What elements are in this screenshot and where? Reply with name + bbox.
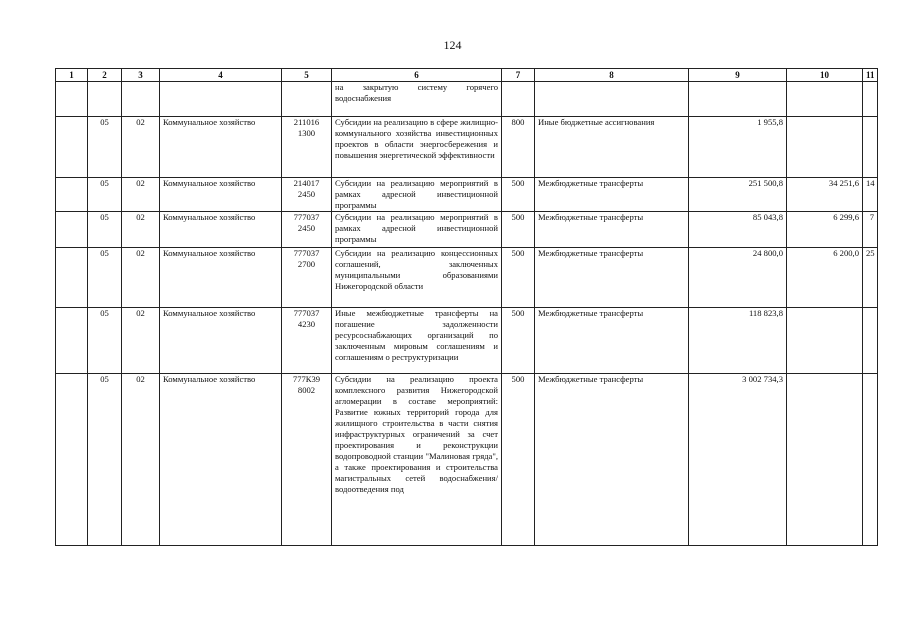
header-row <box>56 69 878 82</box>
cell-subsection: 02 <box>122 308 160 374</box>
table-row <box>56 308 878 374</box>
cell-amount-11 <box>863 82 878 117</box>
cell-amount-11 <box>863 308 878 374</box>
header-cell: 1 <box>56 69 88 82</box>
cell-expense-type: Иные бюджетные ассигнования <box>535 117 689 178</box>
cell-expense-type: Межбюджетные трансферты <box>535 374 689 546</box>
table-row <box>56 178 878 212</box>
cell-amount-11: 7 <box>863 212 878 248</box>
table-row <box>56 117 878 178</box>
cell-col1 <box>56 248 88 308</box>
header-cell: 2 <box>88 69 122 82</box>
cell-target-code: 777К39 8002 <box>282 374 332 546</box>
cell-amount-9: 118 823,8 <box>689 308 787 374</box>
cell-amount-9: 251 500,8 <box>689 178 787 212</box>
cell-amount-11 <box>863 117 878 178</box>
cell-section: 05 <box>88 308 122 374</box>
cell-description: на закрытую систему горячего водоснабжения <box>332 82 502 117</box>
cell-amount-10: 34 251,6 <box>787 178 863 212</box>
header-cell: 5 <box>282 69 332 82</box>
table-row <box>56 374 878 546</box>
cell-description: Субсидии на реализацию концессионных соглашений, заключенных муниципальными образованиями Нижегородской области <box>332 248 502 308</box>
cell-name: Коммунальное хозяйство <box>160 374 282 546</box>
header-cell: 3 <box>122 69 160 82</box>
cell-col1 <box>56 308 88 374</box>
cell-target-code: 777037 4230 <box>282 308 332 374</box>
budget-table <box>55 68 878 546</box>
cell-col1 <box>56 178 88 212</box>
header-cell: 7 <box>502 69 535 82</box>
cell-subsection: 02 <box>122 178 160 212</box>
page-number: 124 <box>443 38 462 52</box>
table-row <box>56 82 878 117</box>
cell-target-code: 214017 2450 <box>282 178 332 212</box>
cell-amount-10 <box>787 308 863 374</box>
cell-amount-10: 6 299,6 <box>787 212 863 248</box>
table-row <box>56 248 878 308</box>
cell-target-code: 211016 1300 <box>282 117 332 178</box>
cell-amount-11: 14 <box>863 178 878 212</box>
cell-section: 05 <box>88 248 122 308</box>
cell-subsection: 02 <box>122 117 160 178</box>
header-cell: 9 <box>689 69 787 82</box>
cell-amount-9: 85 043,8 <box>689 212 787 248</box>
cell-description: Субсидии на реализацию проекта комплексного развития Нижегородской агломерации в составе мероприятий: Развитие южных территорий города для жилищного строительства в части снятия инфраструктурных ограничений за счет проектирования и реконструкции водопроводной станции "Малиновая гряда", а также проектирования и строительства магистральных сетей водоснабжения/водоотведения под <box>332 374 502 546</box>
header-cell: 11 <box>863 69 878 82</box>
cell-amount-9: 1 955,8 <box>689 117 787 178</box>
cell-expense-type: Межбюджетные трансферты <box>535 212 689 248</box>
cell-description: Субсидии на реализацию в сфере жилищно-коммунального хозяйства инвестиционных проектов в области энергосбережения и повышения энергетической эффективности <box>332 117 502 178</box>
cell-name <box>160 82 282 117</box>
cell-expense-type: Межбюджетные трансферты <box>535 178 689 212</box>
header-cell: 4 <box>160 69 282 82</box>
cell-description: Субсидии на реализацию мероприятий в рамках адресной инвестиционной программы <box>332 212 502 248</box>
cell-expense-code: 500 <box>502 248 535 308</box>
cell-section: 05 <box>88 178 122 212</box>
cell-section: 05 <box>88 374 122 546</box>
cell-description: Иные межбюджетные трансферты на погашение задолженности ресурсоснабжающих организаций по заключенным мировым соглашениям и соглашениям о реструктуризации <box>332 308 502 374</box>
cell-name: Коммунальное хозяйство <box>160 117 282 178</box>
cell-target-code: 777037 2700 <box>282 248 332 308</box>
cell-section: 05 <box>88 212 122 248</box>
cell-expense-code <box>502 82 535 117</box>
cell-subsection: 02 <box>122 248 160 308</box>
cell-target-code <box>282 82 332 117</box>
cell-target-code: 777037 2450 <box>282 212 332 248</box>
cell-amount-9: 3 002 734,3 <box>689 374 787 546</box>
header-cell: 8 <box>535 69 689 82</box>
cell-amount-9: 24 800,0 <box>689 248 787 308</box>
cell-expense-type: Межбюджетные трансферты <box>535 248 689 308</box>
cell-col1 <box>56 82 88 117</box>
cell-amount-11 <box>863 374 878 546</box>
header-cell: 10 <box>787 69 863 82</box>
cell-subsection: 02 <box>122 212 160 248</box>
cell-expense-code: 500 <box>502 212 535 248</box>
cell-name: Коммунальное хозяйство <box>160 178 282 212</box>
cell-expense-code: 500 <box>502 374 535 546</box>
cell-subsection: 02 <box>122 374 160 546</box>
cell-col1 <box>56 212 88 248</box>
cell-expense-code: 500 <box>502 308 535 374</box>
cell-name: Коммунальное хозяйство <box>160 248 282 308</box>
table-row <box>56 212 878 248</box>
cell-col1 <box>56 117 88 178</box>
header-cell: 6 <box>332 69 502 82</box>
cell-expense-code: 500 <box>502 178 535 212</box>
cell-amount-10 <box>787 117 863 178</box>
cell-section <box>88 82 122 117</box>
cell-amount-10 <box>787 374 863 546</box>
cell-subsection <box>122 82 160 117</box>
cell-amount-9 <box>689 82 787 117</box>
cell-amount-10 <box>787 82 863 117</box>
cell-expense-code: 800 <box>502 117 535 178</box>
cell-section: 05 <box>88 117 122 178</box>
cell-expense-type: Межбюджетные трансферты <box>535 308 689 374</box>
cell-amount-11: 25 <box>863 248 878 308</box>
cell-name: Коммунальное хозяйство <box>160 308 282 374</box>
cell-description: Субсидии на реализацию мероприятий в рамках адресной инвестиционной программы <box>332 178 502 212</box>
cell-expense-type <box>535 82 689 117</box>
cell-name: Коммунальное хозяйство <box>160 212 282 248</box>
cell-amount-10: 6 200,0 <box>787 248 863 308</box>
cell-col1 <box>56 374 88 546</box>
